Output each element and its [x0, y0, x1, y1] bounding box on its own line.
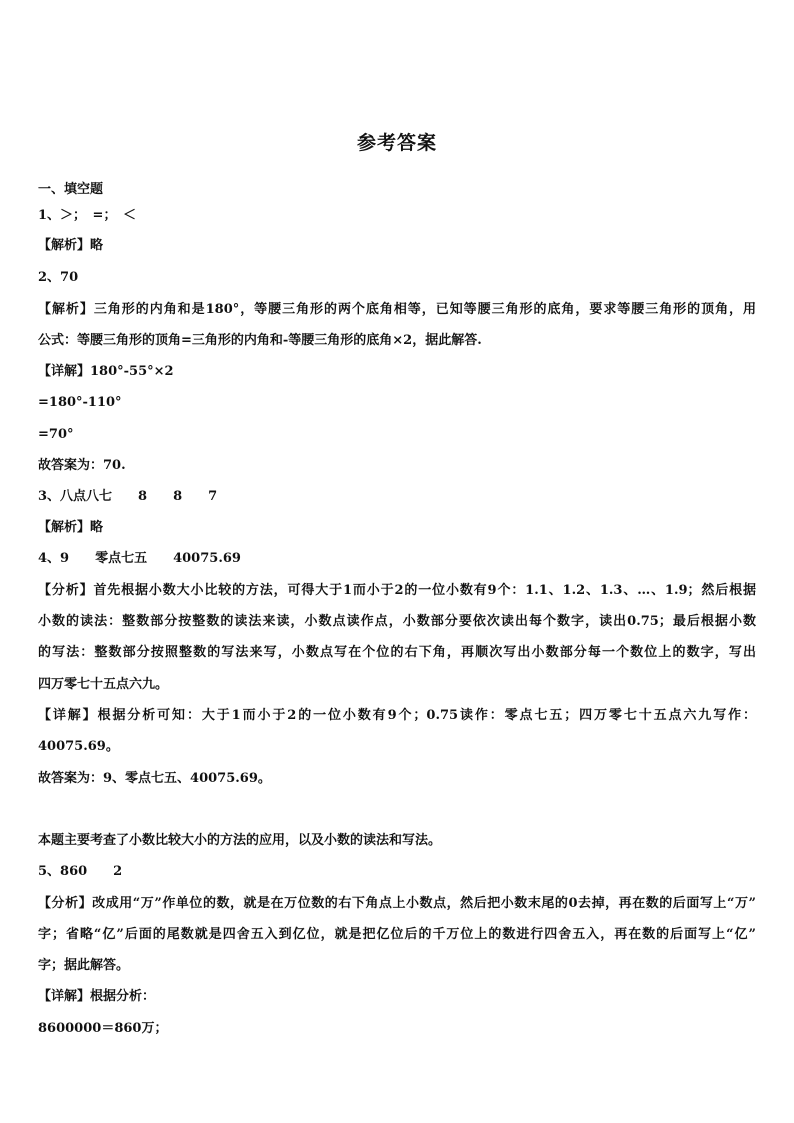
detail-line: 【详解】根据分析可知：大于1而小于2的一位小数有9个；0.75读作：零点七五；四万零七十五点六九写作： — [38, 708, 756, 723]
analysis-line: 字；省略“亿”后面的尾数就是四舍五入到亿位，就是把亿位后的千万位上的数进行四舍五入，再在数的后面写上“亿” — [38, 927, 756, 942]
answer-conclusion: 故答案为：9、零点七五、40075.69。 — [38, 771, 271, 786]
analysis-line: 字；据此解答。 — [38, 958, 130, 973]
detail-line: 【详解】根据分析： — [38, 989, 156, 1004]
answer-4: 4、9 零点七五 40075.69 — [38, 551, 241, 566]
detail-line: =180°-110° — [38, 395, 122, 410]
detail-line: =70° — [38, 427, 74, 442]
section-heading: 一、填空题 — [38, 182, 104, 197]
answer-3: 3、八点八七 8 8 7 — [38, 489, 218, 504]
detail-line: 【详解】180°-55°×2 — [38, 364, 174, 379]
answer-conclusion: 故答案为：70. — [38, 458, 126, 473]
answer-5: 5、860 2 — [38, 864, 123, 879]
analysis-line: 【解析】略 — [38, 520, 104, 535]
summary-line: 本题主要考查了小数比较大小的方法的应用，以及小数的读法和写法。 — [38, 833, 442, 848]
analysis-line: 四万零七十五点六九。 — [38, 677, 169, 692]
analysis-line: 【解析】三角形的内角和是180°，等腰三角形的两个底角相等，已知等腰三角形的底角，要求等腰三角形的顶角，用 — [38, 302, 756, 317]
detail-line: 8600000＝860万； — [38, 1021, 168, 1036]
analysis-line: 【分析】首先根据小数大小比较的方法，可得大于1而小于2的一位小数有9个：1.1、1.2、1.3、…、1.9；然后根据 — [38, 583, 756, 598]
analysis-line: 的写法：整数部分按照整数的写法来写，小数点写在个位的右下角，再顺次写出小数部分每一个数位上的数字，写出 — [38, 645, 756, 660]
analysis-line: 【解析】略 — [38, 238, 104, 253]
answer-2: 2、70 — [38, 270, 79, 285]
analysis-line: 小数的读法：整数部分按整数的读法来读，小数点读作点，小数部分要依次读出每个数字，读出0.75；最后根据小数 — [38, 614, 756, 629]
detail-line: 40075.69。 — [38, 739, 119, 754]
answer-1: 1、＞； =； ＜ — [38, 208, 136, 223]
page-title: 参考答案 — [356, 132, 437, 154]
analysis-line: 【分析】改成用“万”作单位的数，就是在万位数的右下角点上小数点，然后把小数末尾的0去掉，再在数的后面写上“万” — [38, 896, 756, 911]
analysis-line: 公式：等腰三角形的顶角=三角形的内角和-等腰三角形的底角×2，据此解答. — [38, 333, 482, 348]
